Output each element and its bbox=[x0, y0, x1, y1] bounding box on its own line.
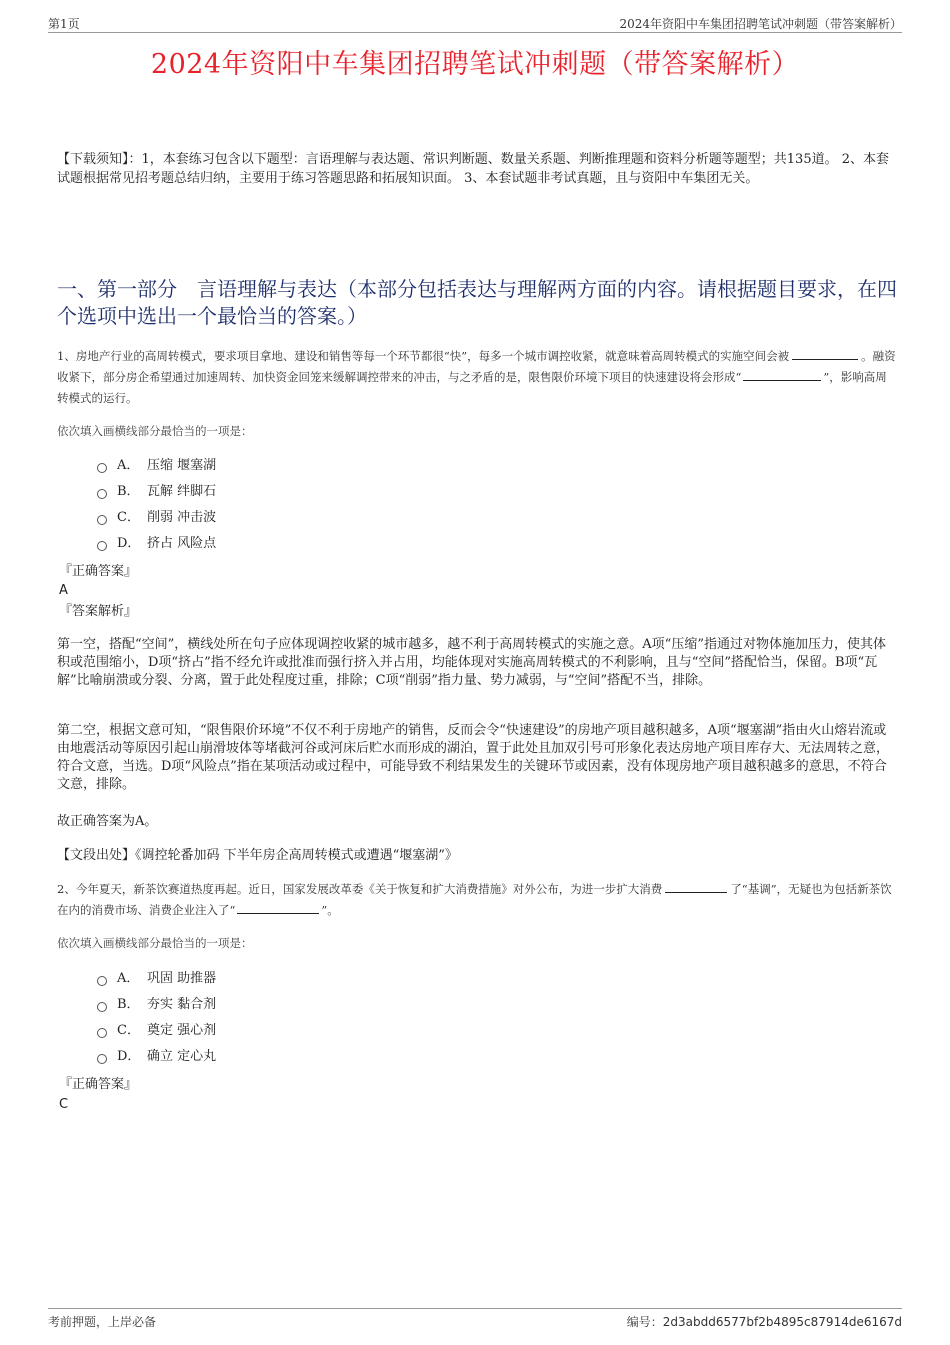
option-b[interactable]: B． 瓦解 绊脚石 bbox=[97, 479, 216, 505]
answer-blank bbox=[237, 901, 319, 914]
source-citation: 【文段出处】《调控轮番加码 下半年房企高周转模式或遭遇“堰塞湖”》 bbox=[57, 848, 458, 863]
option-c[interactable]: C． 奠定 强心剂 bbox=[97, 1018, 216, 1044]
section-heading: 一、第一部分 言语理解与表达（本部分包括表达与理解两方面的内容。请根据题目要求，在四个选项中选出一个最恰当的答案。） bbox=[57, 277, 897, 328]
correct-answer-label: 『正确答案』 bbox=[59, 1077, 138, 1092]
question-2-text: 2、今年夏天，新茶饮赛道热度再起。近日，国家发展改革委《关于恢复和扩大消费措施》对外公布，为进一步扩大消费 了“基调”，无疑也为包括新茶饮在内的消费市场、消费企业注入了“ ”。 bbox=[57, 882, 892, 917]
document-code: 编号：2d3abdd6577bf2b4895c87914de6167d bbox=[626, 1315, 902, 1329]
option-d[interactable]: D． 挤占 风险点 bbox=[97, 531, 216, 557]
option-a[interactable]: A． 巩固 助推器 bbox=[97, 966, 216, 992]
answer-blank bbox=[743, 368, 821, 381]
radio-icon[interactable] bbox=[97, 1002, 107, 1012]
option-b[interactable]: B． 夯实 黏合剂 bbox=[97, 992, 216, 1018]
question-2-options bbox=[97, 966, 216, 1070]
question-1-prompt: 依次填入画横线部分最恰当的一项是： bbox=[57, 424, 253, 438]
option-c[interactable]: C． 削弱 冲击波 bbox=[97, 505, 216, 531]
radio-icon[interactable] bbox=[97, 463, 107, 473]
radio-icon[interactable] bbox=[97, 1054, 107, 1064]
radio-icon[interactable] bbox=[97, 515, 107, 525]
question-1-text: 1、房地产行业的高周转模式，要求项目拿地、建设和销售等每一个环节都很“快”，每多一个城市调控收紧，就意味着高周转模式的实施空间会被 。融资收紧下，部分房企希望通过加速周转、加快资金回笼来缓解调控带来的冲击，与之矛盾的是，限售限价环境下项目的快速建设将会形成“ ”，影响高周转模式的运行。 bbox=[57, 349, 896, 405]
footer-slogan: 考前押题，上岸必备 bbox=[48, 1315, 157, 1329]
download-notice: 【下载须知】：1，本套练习包含以下题型：言语理解与表达题、常识判断题、数量关系题、判断推理题和资料分析题等题型；共135道。 2、本套试题根据常见招考题总结归纳，主要用于练习答题思路和拓展知识面。 3、本套试题非考试真题，且与资阳中车集团无关。 bbox=[57, 152, 889, 186]
radio-icon[interactable] bbox=[97, 541, 107, 551]
page-header bbox=[48, 14, 902, 33]
document-title: 2024年资阳中车集团招聘笔试冲刺题（带答案解析） bbox=[150, 49, 800, 80]
correct-answer: C bbox=[59, 1097, 69, 1112]
analysis-paragraph: 第一空，搭配“空间”，横线处所在句子应体现调控收紧的城市越多，越不利于高周转模式的实施之意。A项“压缩”指通过对物体施加压力，使其体积或范围缩小，D项“挤占”指不经允许或批准而强行挤入并占用，均能体现对实施高周转模式的不利影响，且与“空间”搭配恰当，保留。B项“瓦解”比喻崩溃或分裂、分离，置于此处程度过重，排除；C项“削弱”指力量、势力减弱，与“空间”搭配不当，排除。 bbox=[57, 637, 886, 688]
page-number: 第1页 bbox=[48, 17, 80, 31]
question-2-prompt: 依次填入画横线部分最恰当的一项是： bbox=[57, 936, 253, 950]
correct-answer: A bbox=[59, 583, 68, 598]
question-1-options bbox=[97, 453, 216, 557]
option-a[interactable]: A． 压缩 堰塞湖 bbox=[97, 453, 216, 479]
analysis-paragraph: 第二空，根据文意可知，“限售限价环境”不仅不利于房地产的销售，反而会令“快速建设”的房地产项目越积越多，A项“堰塞湖”指由火山熔岩流或由地震活动等原因引起山崩滑坡体等堵截河谷或河床后贮水而形成的湖泊，置于此处且加双引号可形象化表达房地产项目库存大、无法周转之意，符合文意，当选。D项“风险点”指在某项活动或过程中，可能导致不利结果发生的关键环节或因素，没有体现房地产项目越积越多的意思，不符合文意，排除。 bbox=[57, 723, 890, 792]
correct-answer-label: 『正确答案』 bbox=[59, 564, 138, 579]
option-d[interactable]: D． 确立 定心丸 bbox=[97, 1044, 216, 1070]
radio-icon[interactable] bbox=[97, 976, 107, 986]
radio-icon[interactable] bbox=[97, 489, 107, 499]
answer-blank bbox=[792, 347, 858, 360]
analysis-label: 『答案解析』 bbox=[59, 604, 138, 619]
page-footer bbox=[48, 1308, 902, 1327]
radio-icon[interactable] bbox=[97, 1028, 107, 1038]
analysis-conclusion: 故正确答案为A。 bbox=[57, 814, 158, 829]
answer-blank bbox=[665, 880, 727, 893]
header-doc-title: 2024年资阳中车集团招聘笔试冲刺题（带答案解析） bbox=[619, 17, 902, 31]
